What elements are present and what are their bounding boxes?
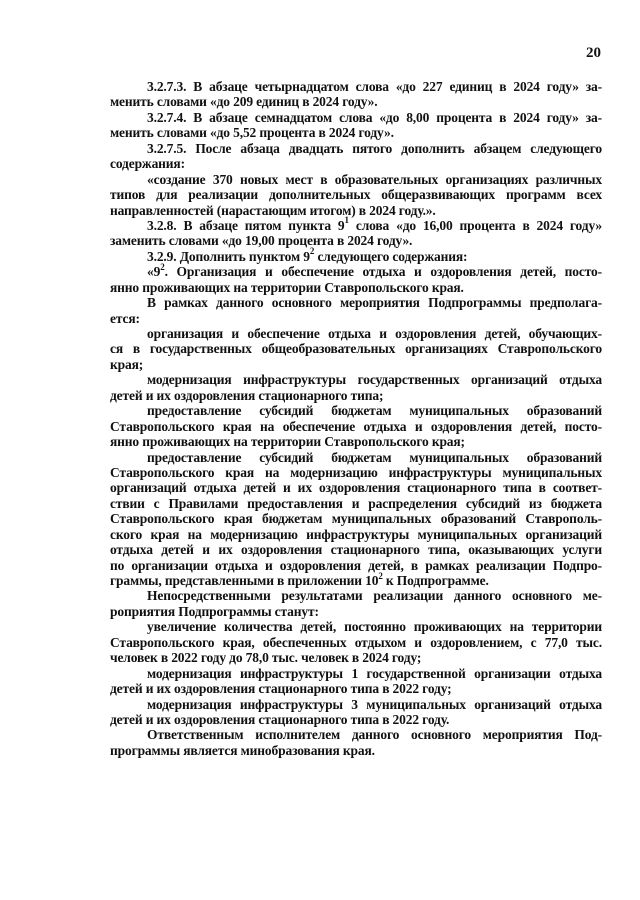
text-line [110,372,602,387]
superscript: 1 [344,215,349,226]
line-text: модернизация инфраструктуры 1 государственной организации отдыха [147,665,602,681]
text-line [110,465,602,480]
line-text: 3.2.7.3. В абзаце четырнадцатом слова «до 227 единиц в 2024 году» за- [147,79,602,94]
text-line [110,619,602,634]
text-line [110,480,602,495]
text-line [110,712,602,727]
line-text-continued: к Подпрограмме. [382,573,489,588]
line-text: заменить словами «до 19,00 процента в 2024 году». [110,233,413,249]
line-text: 3.2.8. В абзаце пятом пункта 9 [147,217,345,233]
superscript: 2 [378,570,383,581]
line-text: детей и их оздоровления стационарного типа в 2022 году. [110,711,450,727]
text-line [110,403,602,418]
text-line [110,280,602,295]
text-line [110,341,602,356]
line-text: по организации отдыха и оздоровления детей, в рамках реализации Подпро- [110,557,602,573]
line-text: модернизация инфраструктуры 3 муниципальных организаций отдыха [147,696,602,712]
text-line [110,419,602,434]
line-text: В рамках данного основного мероприятия Подпрограммы предполага- [147,295,602,311]
line-text: 3.2.7.4. В абзаце семнадцатом слова «до 8,00 процента в 2024 году» за- [147,109,602,125]
line-text: организаций отдыха детей и их оздоровления стационарного типа в соответ- [110,480,602,496]
line-text: менить словами «до 209 единиц в 2024 году». [110,94,378,110]
text-line [110,681,602,696]
line-text: янно проживающих на территории Ставропольского края; [110,434,465,450]
line-text: детей и их оздоровления стационарного типа в 2022 году; [110,681,452,697]
line-text: ся в государственных общеобразовательных организациях Ставропольского [110,341,602,357]
text-line [110,666,602,681]
line-text: типов для реализации дополнительных общеразвивающих программ всех [110,187,602,203]
line-text: янно проживающих на территории Ставропольского края. [110,279,464,295]
text-line [110,79,602,94]
line-text: роприятия Подпрограммы станут: [110,603,319,619]
text-line [110,295,602,310]
text-line [110,650,602,665]
line-text: предоставление субсидий бюджетам муниципальных образований [147,403,602,419]
line-text: «создание 370 новых мест в образовательных организациях различных [147,171,602,187]
text-line [110,697,602,712]
text-line [110,125,602,140]
text-line [110,203,602,218]
document-body [110,79,602,758]
line-text: 3.2.9. Дополнить пунктом 9 [147,248,310,264]
line-text: края; [110,356,144,372]
line-text: ского края на модернизацию инфраструктуры муниципальных организаций [110,526,602,542]
line-text-continued: слова «до 16,00 процента в 2024 году» [348,217,602,233]
text-line [110,542,602,557]
text-line [110,215,602,233]
line-text: содержания: [110,156,185,172]
text-line [110,727,602,742]
text-line [110,558,602,573]
text-line [110,511,602,526]
line-text: организация и обеспечение отдыха и оздоровления детей, обучающих- [147,326,602,341]
text-line [110,187,602,202]
text-line [110,588,602,603]
line-text: Непосредственными результатами реализации данного основного ме- [147,588,602,604]
text-line [110,496,602,511]
text-line [110,570,602,588]
text-line [110,635,602,650]
line-text: увеличение количества детей, постоянно проживающих на территории [147,619,602,635]
line-text: Ответственным исполнителем данного основного мероприятия Под- [147,727,602,743]
text-line [110,311,602,326]
line-text: ствии с Правилами предоставления и распределения субсидий из бюджета [110,495,602,511]
text-line [110,261,602,280]
text-line [110,527,602,542]
line-text: направленностей (нарастающим итогом) в 2024 году.». [110,202,436,218]
text-line [110,604,602,619]
text-line [110,326,602,341]
text-line [110,110,602,125]
text-line [110,246,602,264]
superscript: 2 [160,261,165,272]
line-text: Ставропольского края, обеспеченных отдыхом и оздоровлением, с 77,0 тыс. [110,634,602,650]
line-text: предоставление субсидий бюджетам муниципальных образований [147,449,602,465]
text-line [110,357,602,372]
text-line [110,141,602,156]
line-text: Ставропольского края на обеспечение отдыха и оздоровления детей, посто- [110,418,602,434]
text-line [110,156,602,171]
text-line [110,233,602,248]
line-text: модернизация инфраструктуры государственных организаций отдыха [147,372,602,388]
text-line [110,743,602,758]
line-text: Ставропольского края на модернизацию инфраструктуры муниципальных [110,464,602,480]
text-line [110,450,602,465]
line-text: человек в 2022 году до 78,0 тыс. человек в 2024 году; [110,650,422,666]
line-text: менить словами «до 5,52 процента в 2024 году». [110,125,394,141]
line-text: отдыха детей и их оздоровления стационарного типа, оказывающих услуги [110,542,602,558]
page-number: 20 [586,45,601,61]
line-text: программы является минобразования края. [110,742,375,758]
line-text: ется: [110,310,140,326]
line-text: «9 [147,264,161,280]
line-text: 3.2.7.5. После абзаца двадцать пятого дополнить абзацем следующего [147,140,602,156]
text-line [110,94,602,109]
text-line [110,434,602,449]
text-line [110,172,602,187]
line-text-continued: . Организация и обеспечение отдыха и оздоровления детей, посто- [164,264,602,280]
text-line [110,388,602,403]
superscript: 2 [309,246,315,257]
line-text: граммы, представленными в приложении 10 [110,573,379,588]
line-text: детей и их оздоровления стационарного типа; [110,387,384,403]
line-text: Ставропольского края бюджетам муниципальных образований Ставрополь- [110,511,602,527]
line-text-continued: следующего содержания: [314,248,468,264]
